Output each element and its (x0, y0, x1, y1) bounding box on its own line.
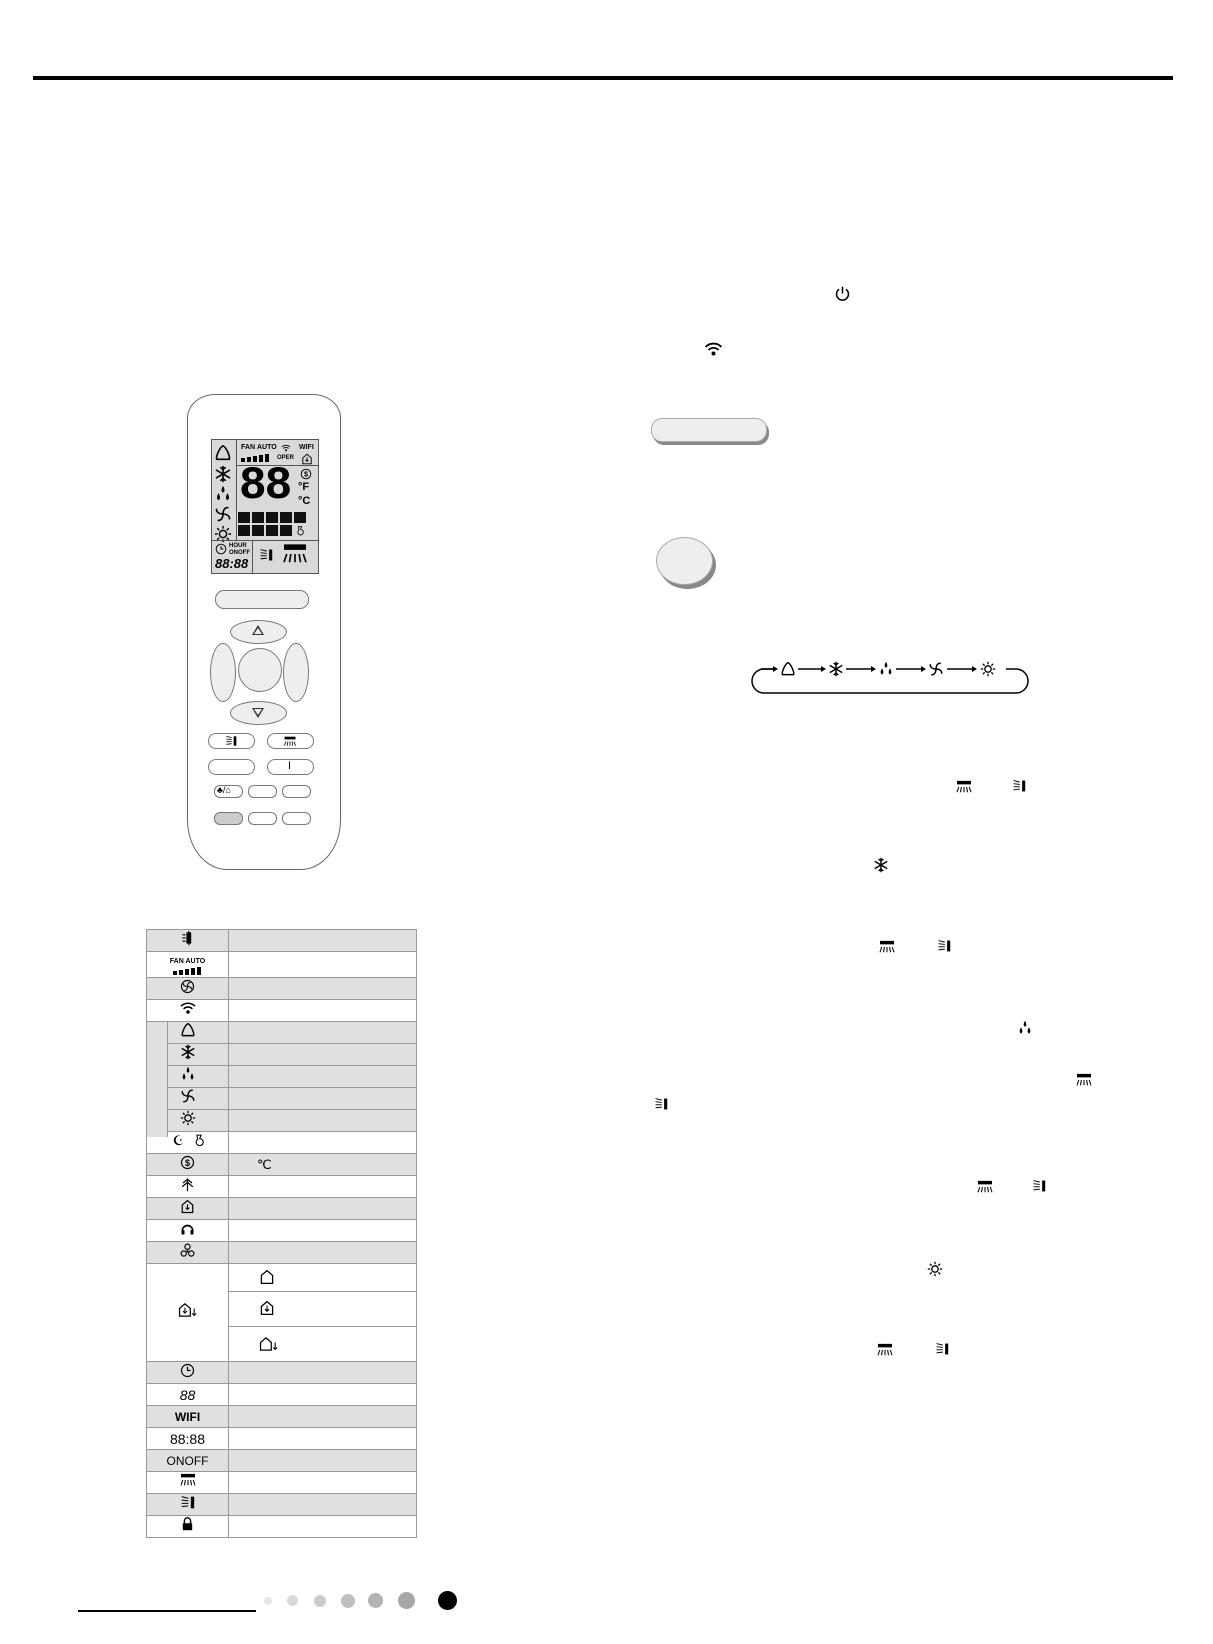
icon-legend-table (146, 929, 417, 1538)
lcd-temp-digits: 88 (239, 460, 291, 512)
bottom-rule (78, 1610, 256, 1612)
mode-cycle-diagram (746, 658, 1034, 698)
page-dot (264, 1597, 272, 1605)
left-button[interactable] (210, 643, 236, 702)
cool-icon (828, 661, 844, 677)
legend-row (147, 1088, 417, 1110)
swing-up-down-button[interactable] (267, 733, 314, 749)
remote-button-d[interactable] (214, 812, 243, 825)
legend-row (147, 1494, 417, 1516)
legend-row (147, 1450, 417, 1472)
legend-row (147, 1110, 417, 1132)
signal-icon (703, 341, 724, 357)
onoff-icon: ONOFF (147, 1450, 229, 1472)
health-air-button[interactable] (214, 785, 243, 798)
right-button[interactable] (283, 643, 309, 702)
legend-row (147, 1022, 417, 1044)
swing-up-down-icon (876, 1343, 894, 1357)
swing-left-right-icon (180, 1495, 195, 1510)
lcd-oper-label: OPER (277, 455, 295, 461)
air-icon (180, 1199, 195, 1214)
legend-row (147, 1000, 417, 1022)
remote-control (187, 394, 341, 870)
auto-icon (214, 444, 232, 462)
cool-icon (214, 465, 232, 483)
turbo-icon (180, 979, 195, 994)
lcd-onoff-label: ONOFF (229, 550, 250, 556)
light-icon (194, 1133, 204, 1147)
lcd-swing-lr-icon (256, 548, 276, 562)
indoor-temp-icon (259, 1269, 275, 1285)
sleep-icon (171, 1133, 185, 1147)
up-button[interactable] (230, 620, 287, 644)
lcd-light-icon (296, 525, 304, 536)
lcd-function-grid (238, 512, 316, 538)
lcd-house-icon (300, 453, 314, 465)
dry-fan-icon (180, 930, 196, 946)
swing-left-right-icon (654, 1097, 668, 1111)
lock-icon (181, 1517, 194, 1531)
wifi-icon: WIFI (147, 1406, 229, 1428)
health-icon (180, 1177, 195, 1192)
lcd-wifi-label: WIFI (299, 444, 314, 451)
lcd-swing-ud-icon (278, 543, 312, 565)
remote-button-a[interactable] (208, 759, 255, 775)
lcd-fan-label: FAN (241, 444, 255, 451)
remote-button-b[interactable] (248, 785, 277, 798)
lcd-celsius: °C (298, 495, 311, 507)
lcd-clock-digits: 88:88 (215, 556, 249, 571)
page-dots (262, 1588, 462, 1614)
dry-icon (1017, 1020, 1033, 1036)
legend-row (147, 1132, 417, 1154)
remote-button-f[interactable] (282, 812, 311, 825)
power-icon (834, 285, 851, 302)
swing-left-right-icon (937, 939, 951, 953)
fan-mode-icon (180, 1088, 196, 1104)
swing-left-right-button[interactable] (208, 733, 255, 749)
health-air-label: ♣/⌂ (217, 785, 231, 795)
swing-up-down-icon (282, 736, 298, 747)
set-temp-icon (259, 1300, 275, 1316)
remote-button-c[interactable] (282, 785, 311, 798)
legend-row (147, 1264, 417, 1362)
temp-display-icon (178, 1302, 198, 1318)
auto-mode-icon (180, 1022, 196, 1038)
legend-row (147, 1242, 417, 1264)
lcd-timer-icon (215, 543, 227, 555)
round-button-illustration (656, 537, 713, 585)
x-fan-icon (180, 1221, 195, 1236)
legend-row (147, 978, 417, 1000)
legend-row (147, 1220, 417, 1242)
fan-icon (928, 661, 944, 677)
remote-button-e[interactable] (248, 812, 277, 825)
legend-row (147, 1428, 417, 1450)
on-key-label: I (288, 760, 292, 772)
temp-unit-icon (180, 1155, 195, 1170)
swing-up-down-icon (976, 1180, 994, 1194)
legend-row (147, 1362, 417, 1384)
fan-auto-label: FAN AUTO (169, 958, 206, 965)
page-dot (368, 1593, 383, 1608)
legend-row (147, 1472, 417, 1494)
swing-up-down-icon (178, 1473, 198, 1487)
heat-icon (927, 1261, 943, 1277)
page-dot-current (438, 1591, 457, 1610)
center-button[interactable] (238, 648, 282, 692)
legend-row (147, 1044, 417, 1066)
dry-mode-icon (180, 1066, 196, 1082)
heat-mode-icon (180, 1110, 196, 1126)
legend-row (147, 1066, 417, 1088)
legend-row (147, 1198, 417, 1220)
dry-icon (214, 485, 232, 503)
swing-up-down-icon (955, 780, 973, 794)
legend-row (147, 1384, 417, 1406)
legend-row (147, 1406, 417, 1428)
purify-icon (180, 1243, 195, 1258)
top-rule (33, 76, 1173, 80)
swing-left-right-icon (1032, 1179, 1046, 1193)
wide-button-illustration (651, 418, 767, 442)
lcd-fahrenheit: °F (298, 481, 310, 493)
lcd-signal-icon (281, 444, 291, 452)
page-dot (314, 1595, 326, 1607)
celsius-unit-label: ℃ (229, 1154, 417, 1176)
cool-mode-icon (180, 1044, 196, 1060)
timer-icon (180, 1363, 195, 1378)
digits-icon: 88 (147, 1384, 229, 1406)
legend-row (147, 930, 417, 952)
swing-left-right-icon (225, 735, 237, 747)
lcd-hour-label: HOUR (229, 543, 247, 549)
cool-icon (873, 857, 889, 873)
legend-row (147, 1516, 417, 1538)
on-off-button[interactable] (215, 590, 309, 609)
page-dot (287, 1595, 298, 1606)
on-key-button[interactable] (267, 759, 314, 775)
outdoor-temp-icon (259, 1336, 279, 1352)
fan-speed-icon (173, 967, 203, 975)
swing-left-right-icon (935, 1342, 949, 1356)
swing-left-right-icon (1012, 779, 1026, 793)
legend-row (147, 1176, 417, 1198)
swing-up-down-icon (878, 940, 896, 954)
signal-icon (179, 1001, 197, 1015)
page-dot (398, 1592, 415, 1609)
legend-row (147, 1154, 417, 1176)
down-button[interactable] (230, 701, 287, 725)
lcd-auto-label: AUTO (257, 444, 277, 451)
swing-up-down-icon (1075, 1073, 1093, 1087)
auto-icon (780, 661, 796, 677)
page-dot (341, 1594, 355, 1608)
lcd-dollar-icon (300, 468, 312, 480)
fan-icon (214, 505, 232, 523)
legend-row (147, 952, 417, 978)
dry-icon (878, 661, 894, 677)
heat-icon (980, 661, 996, 677)
lcd-display (211, 439, 319, 574)
clock-icon: 88:88 (147, 1428, 229, 1450)
